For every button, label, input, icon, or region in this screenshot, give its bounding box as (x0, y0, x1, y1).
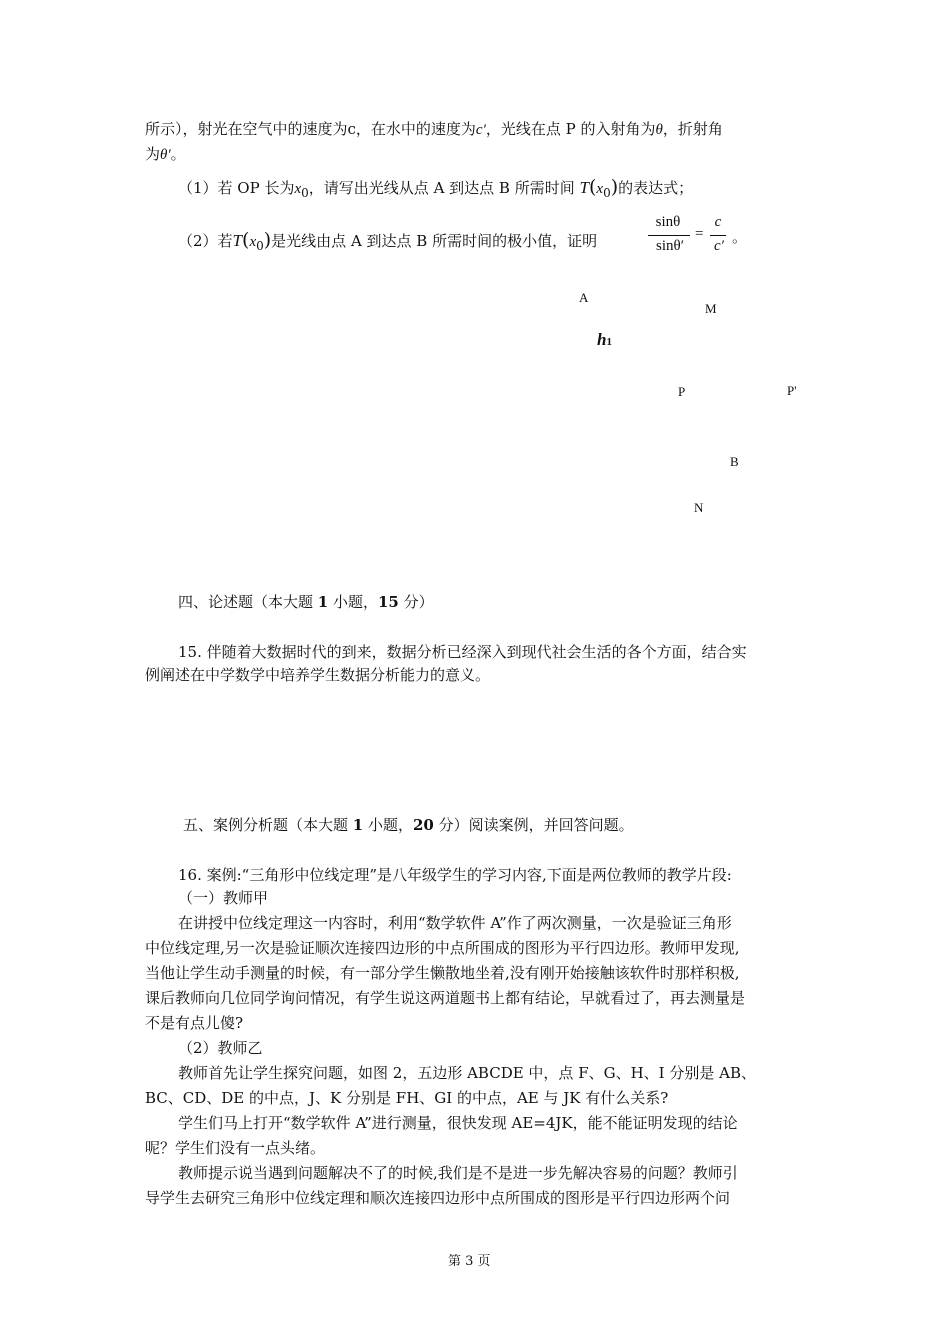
p4-line2: 导学生去研究三角形中位线定理和顺次连接四边形中点所围成的图形是平行四边形两个问 (145, 1189, 731, 1207)
p14-intro-line1 (145, 118, 723, 141)
x0-var: x (294, 181, 302, 197)
q2-end: 。 (732, 230, 748, 246)
T-func-2: T (232, 231, 243, 250)
p3-line2: 呢？学生们没有一点头绪。 (145, 1139, 326, 1157)
q1-text-b: ，请写出光线从点 A 到达点 B 所需时间 (308, 179, 575, 197)
q16-line1: 16. 案例:“三角形中位线定理”是八年级学生的学习内容,下面是两位教师的教学片段: (178, 866, 732, 884)
denominator-right: c′ (714, 238, 724, 254)
c-prime: c′ (475, 122, 486, 138)
figure-label-P-prime: P' (787, 383, 797, 398)
ratio-equation (648, 214, 748, 264)
s5-heading-c: 分）阅读案例，并回答问题。 (433, 816, 634, 834)
x0-subscript-3: 0 (256, 239, 264, 253)
p1-line3: 当他让学生动手测量的时候，有一部分学生懒散地坐着,没有刚开始接触该软件时那样积极, (145, 964, 740, 982)
p14-intro-text: 所示），射光在空气中的速度为c，在水中的速度为 (145, 120, 476, 138)
figure-label-B: B (730, 454, 739, 469)
section4-heading (178, 591, 434, 613)
p14-question-1 (178, 176, 693, 204)
p14-intro-tail: ，光线在点 P 的入射角为 (485, 120, 656, 138)
equals-sign: = (695, 226, 704, 242)
x0-var-3: x (249, 234, 257, 250)
p1-line4: 课后教师向几位同学询问情况，有学生说这两道题书上都有结论，早就看过了，再去测量是 (145, 989, 746, 1007)
paren-close-2: ) (263, 229, 272, 251)
s4-heading-score: 15 (378, 593, 399, 611)
figure-label-P: P (678, 384, 686, 399)
fraction-bar-right (710, 235, 726, 236)
p1-line1: 在讲授中位线定理这一内容时，利用“数学软件 A”作了两次测量，一次是验证三角形 (178, 914, 732, 932)
h1-symbol: h (597, 330, 607, 349)
s4-heading-b: 小题， (328, 593, 378, 611)
p14-line2-end: 。 (170, 145, 186, 163)
s4-heading-num: 1 (317, 593, 329, 611)
theta-symbol: θ (655, 122, 663, 138)
numerator-right: c (714, 214, 722, 230)
numerator-left: sinθ (655, 214, 681, 230)
denominator-left: sinθ′ (656, 238, 684, 254)
p1-line5: 不是有点儿傻? (145, 1014, 244, 1032)
T-func: T (579, 178, 589, 197)
p4-line1: 教师提示说当遇到问题解决不了的时候,我们是不是进一步先解决容易的问题？教师引 (178, 1164, 738, 1182)
s5-heading-b: 小题， (363, 816, 413, 834)
x0-subscript-2: 0 (603, 186, 611, 200)
paren-open: ( (588, 176, 597, 198)
theta-prime-symbol: θ′ (160, 147, 171, 163)
p2-line1: 教师首先让学生探究问题，如图 2，五边形 ABCDE 中，点 F、G、H、I 分别是 AB、 (178, 1064, 756, 1082)
p3-line1: 学生们马上打开“数学软件 A”进行测量，很快发现 AE=4JK，能不能证明发现的结论 (178, 1114, 738, 1132)
q15-line1: 15. 伴随着大数据时代的到来，数据分析已经深入到现代社会生活的各个方面，结合实 (178, 643, 747, 661)
p14-intro-line2 (145, 143, 186, 166)
s5-heading-score: 20 (413, 816, 434, 834)
p1-line2: 中位线定理,另一次是验证顺次连接四边形的中点所围成的图形为平行四边形。教师甲发现, (145, 939, 740, 957)
q1-text-c: 的表达式； (618, 179, 694, 197)
q2-text-b: 是光线由点 A 到达点 B 所需时间的极小值，证明 (271, 232, 598, 250)
section5-heading (183, 814, 634, 836)
x0-var-2: x (596, 181, 604, 197)
s4-heading-a: 四、论述题（本大题 (178, 593, 318, 611)
p14-intro-end: ，折射角 (662, 120, 723, 138)
q2-text-a: （2）若 (178, 232, 233, 250)
figure-label-M: M (705, 301, 717, 316)
p2-line2: BC、CD、DE 的中点，J、K 分别是 FH、GI 的中点，AE 与 JK 有什么关系? (145, 1089, 669, 1107)
x0-subscript: 0 (301, 186, 309, 200)
figure-label-h1 (597, 330, 612, 350)
fraction-bar-left (648, 235, 690, 236)
q15-line2: 例阐述在中学数学中培养学生数据分析能力的意义。 (145, 666, 491, 684)
s4-heading-c: 分） (398, 593, 434, 611)
h1-subscript: 1 (606, 336, 612, 348)
p14-question-2 (178, 229, 597, 257)
s5-heading-num: 1 (352, 816, 364, 834)
p14-line2-start: 为 (145, 145, 161, 163)
page-number: 第 3 页 (448, 1254, 491, 1269)
figure-label-N: N (694, 500, 704, 515)
q1-text-a: （1）若 OP 长为 (178, 179, 295, 197)
paren-close: ) (610, 176, 619, 198)
teacher-b-title: （2）教师乙 (178, 1039, 263, 1057)
figure-label-A: A (579, 290, 589, 305)
teacher-a-title: （一）教师甲 (178, 889, 269, 907)
s5-heading-a: 五、案例分析题（本大题 (183, 816, 353, 834)
paren-open-2: ( (242, 229, 250, 251)
